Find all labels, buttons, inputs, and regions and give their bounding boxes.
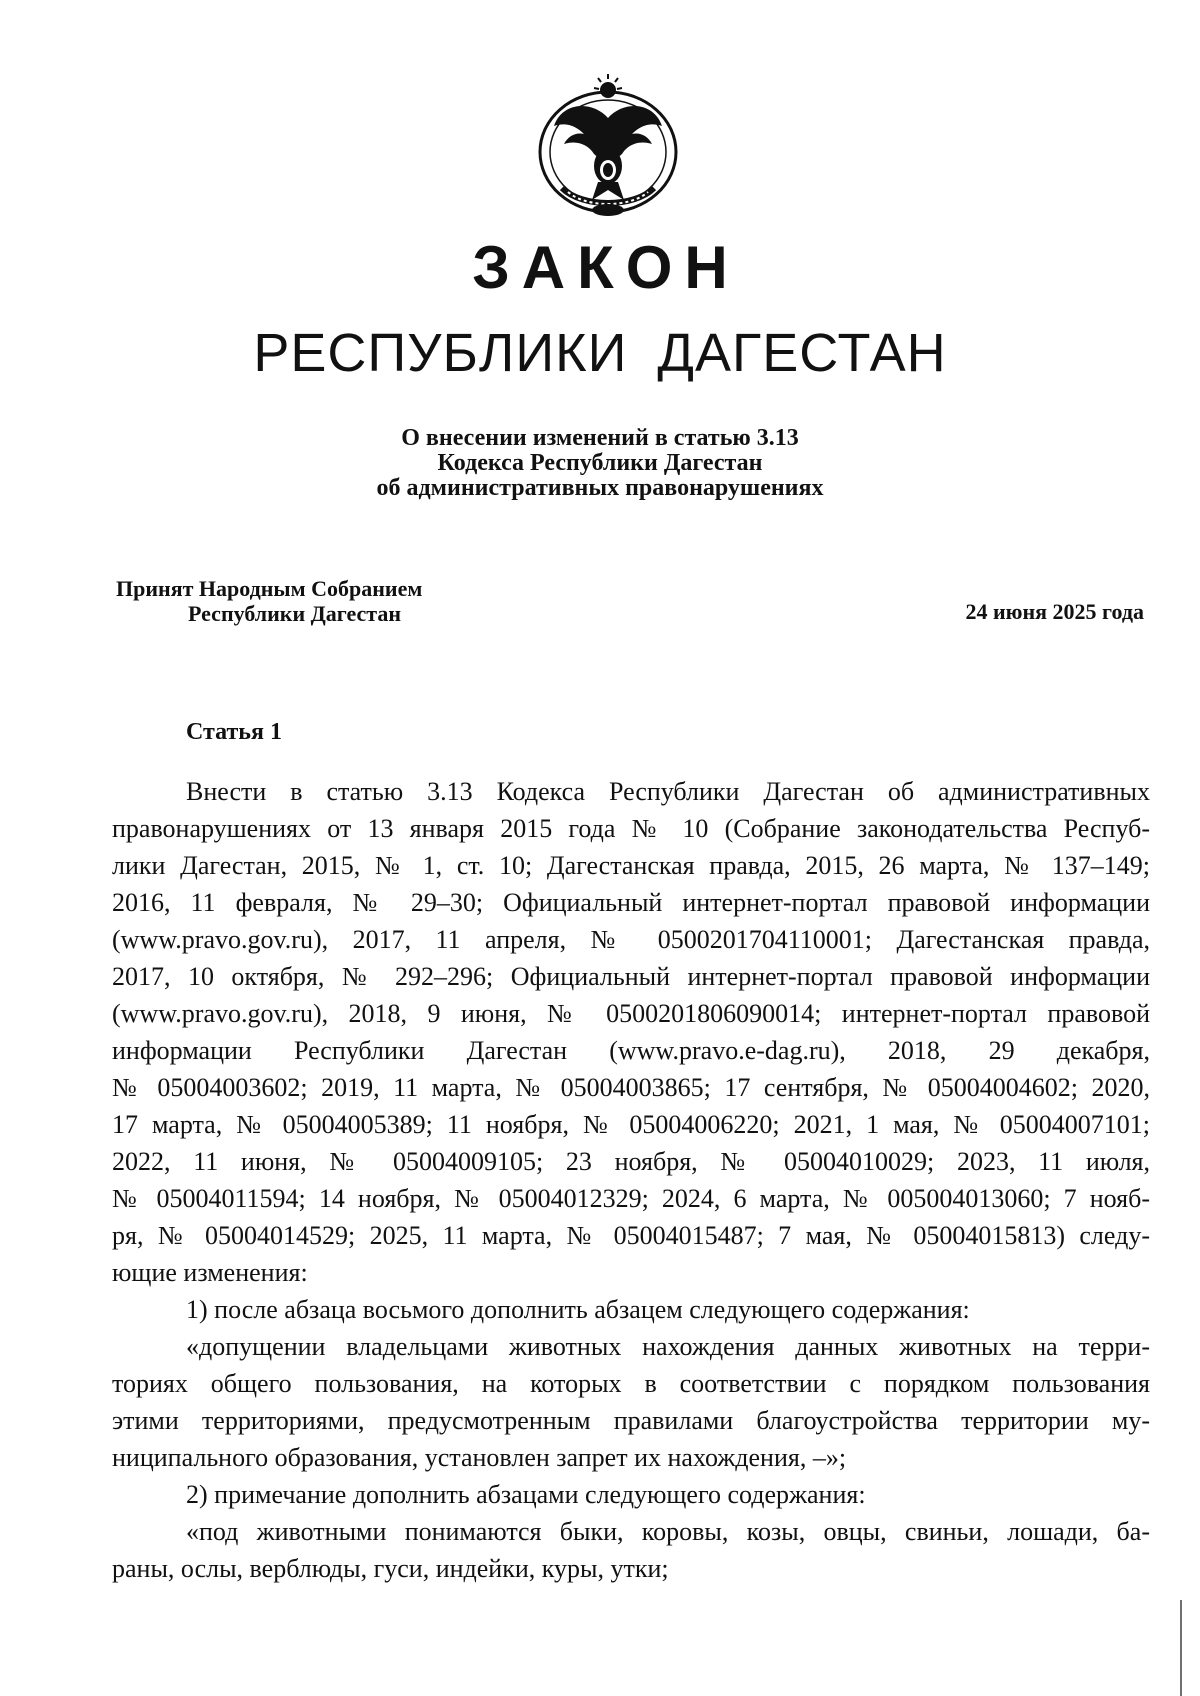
- scan-edge-mark: [1180, 1600, 1196, 1696]
- amendment-item-2: 2) примечание дополнить абзацами следующего содержания:: [186, 1480, 866, 1509]
- text-line: информации Республики Дагестан (www.pravo.e-dag.ru), 2018, 29 декабря,: [112, 1036, 1150, 1065]
- law-subject-line: О внесении изменений в статью 3.13: [401, 425, 799, 451]
- text-line: № 05004003602; 2019, 11 марта, № 05004003865; 17 сентября, № 05004004602; 2020,: [112, 1073, 1150, 1102]
- text-line: 2022, 11 июня, № 05004009105; 23 ноября, № 05004010029; 2023, 11 июля,: [112, 1147, 1150, 1176]
- text-line: ториях общего пользования, на которых в соответствии с порядком пользования: [112, 1369, 1150, 1398]
- text-line: № 05004011594; 14 ноября, № 05004012329; 2024, 6 марта, № 005004013060; 7 нояб-: [112, 1184, 1150, 1213]
- text-line: этими территориями, предусмотренным правилами благоустройства территории му-: [112, 1406, 1150, 1435]
- law-subject-line: Кодекса Республики Дагестан: [437, 450, 763, 476]
- law-subject: [0, 426, 1200, 501]
- text-line: «допущении владельцами животных нахождения данных животных на терри-: [186, 1332, 1150, 1361]
- text-line: 17 марта, № 05004005389; 11 ноября, № 05004006220; 2021, 1 мая, № 05004007101;: [112, 1110, 1150, 1139]
- state-emblem: [532, 70, 684, 218]
- text-line: ря, № 05004014529; 2025, 11 марта, № 05004015487; 7 мая, № 05004015813) следу-: [112, 1221, 1150, 1250]
- adoption-authority-line: Принят Народным Собранием: [116, 576, 423, 601]
- amendment-item-2-text: [112, 1513, 1150, 1587]
- adoption-authority-line: Республики Дагестан: [188, 601, 402, 626]
- law-subject-line: об административных правонарушениях: [376, 475, 824, 501]
- text-line: лики Дагестан, 2015, № 1, ст. 10; Дагестанская правда, 2015, 26 марта, № 137–149;: [112, 851, 1150, 880]
- adoption-date: 24 июня 2025 года: [965, 599, 1144, 624]
- document-type-title: ЗАКОН: [472, 234, 740, 301]
- text-line: раны, ослы, верблюды, гуси, индейки, куры, утки;: [112, 1554, 669, 1583]
- text-line: (www.pravo.gov.ru), 2018, 9 июня, № 0500201806090014; интернет-портал правовой: [112, 999, 1150, 1028]
- text-line: 2016, 11 февраля, № 29–30; Официальный интернет-портал правовой информации: [112, 888, 1150, 917]
- text-line: ниципального образования, установлен запрет их нахождения, –»;: [112, 1443, 847, 1472]
- adoption-authority: [116, 576, 422, 626]
- article-intro-paragraph: [112, 773, 1150, 1291]
- article-heading: Статья 1: [186, 719, 282, 745]
- coat-of-arms-icon: [532, 70, 684, 218]
- article-body: [112, 773, 1150, 1587]
- document-issuer-title: РЕСПУБЛИКИ ДАГЕСТАН: [253, 323, 947, 383]
- amendment-item-1: 1) после абзаца восьмого дополнить абзацем следующего содержания:: [186, 1295, 970, 1324]
- text-line: «под животными понимаются быки, коровы, козы, овцы, свиньи, лошади, ба-: [186, 1517, 1150, 1546]
- text-line: 2017, 10 октября, № 292–296; Официальный интернет-портал правовой информации: [112, 962, 1150, 991]
- amendment-item-1-text: [112, 1328, 1150, 1476]
- text-line: Внести в статью 3.13 Кодекса Республики Дагестан об административных: [186, 777, 1150, 806]
- text-line: ющие изменения:: [112, 1258, 308, 1287]
- text-line: правонарушениях от 13 января 2015 года № 10 (Собрание законодательства Респуб-: [112, 814, 1150, 843]
- text-line: (www.pravo.gov.ru), 2017, 11 апреля, № 0500201704110001; Дагестанская правда,: [112, 925, 1150, 954]
